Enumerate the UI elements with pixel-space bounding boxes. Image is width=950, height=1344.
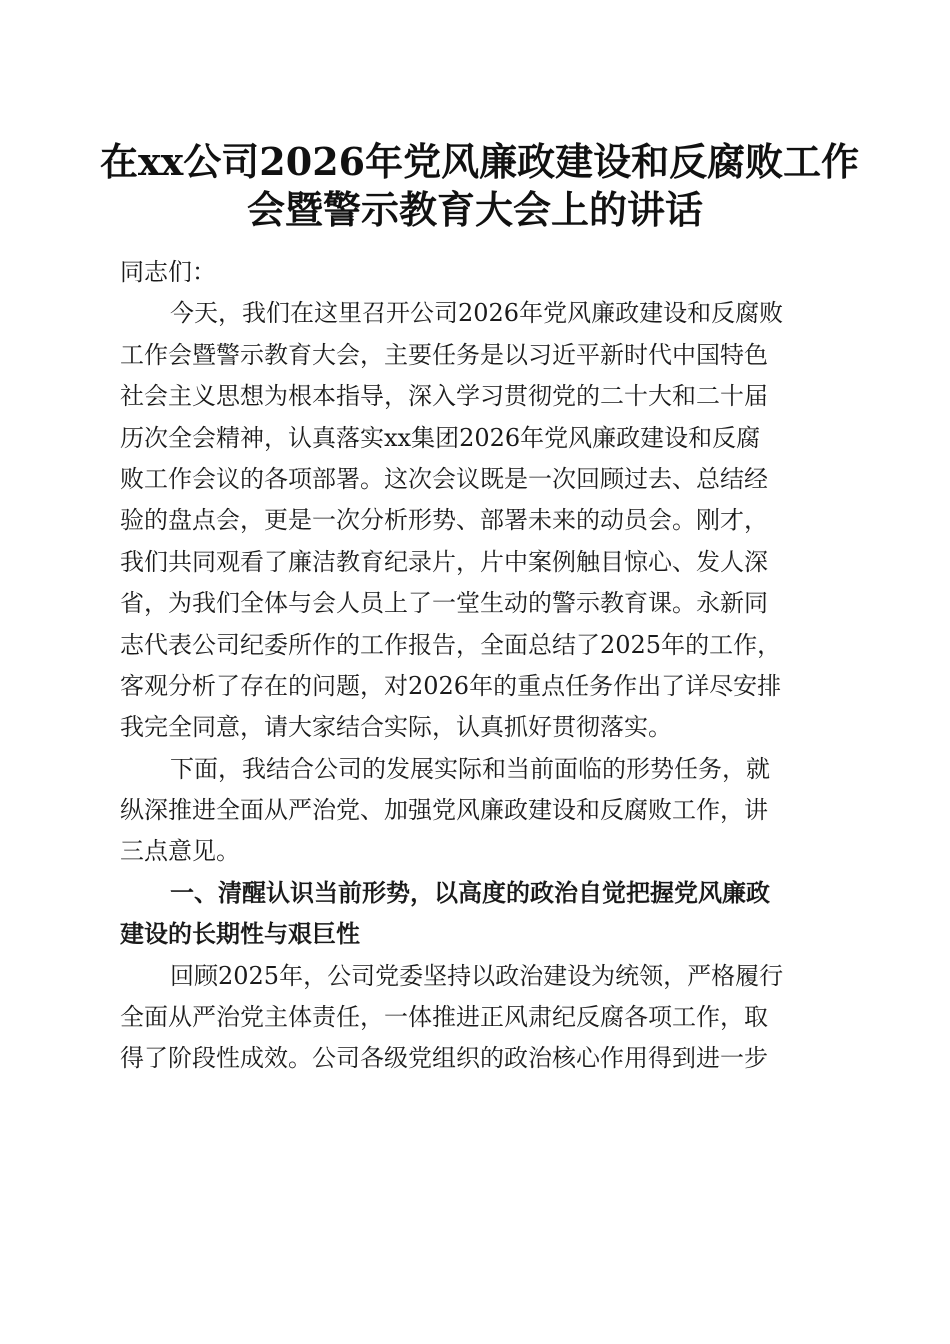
paragraph-line: 全面从严治党主体责任，一体推进正风肃纪反腐各项工作，取: [120, 1003, 768, 1032]
paragraph-line: 社会主义思想为根本指导，深入学习贯彻党的二十大和二十届: [120, 382, 768, 411]
paragraph-line: 三点意见。: [120, 837, 240, 866]
paragraph-line: 下面，我结合公司的发展实际和当前面临的形势任务，就: [170, 754, 770, 783]
paragraph-line: 省，为我们全体与会人员上了一堂生动的警示教育课。永新同: [120, 589, 768, 618]
section-heading-line: 一、清醒认识当前形势，以高度的政治自觉把握党风廉政: [170, 878, 770, 907]
paragraph-line: 志代表公司纪委所作的工作报告，全面总结了2025年的工作，: [120, 630, 782, 659]
paragraph-line: 历次全会精神，认真落实xx集团2026年党风廉政建设和反腐: [120, 423, 761, 452]
paragraph-review: [120, 956, 832, 1080]
paragraph-line: 今天，我们在这里召开公司2026年党风廉政建设和反腐败: [170, 299, 784, 328]
salutation: 同志们：: [120, 258, 216, 286]
title-line-2: 会暨警示教育大会上的讲话: [246, 187, 703, 232]
section-heading: [120, 873, 832, 956]
section-heading-line: 建设的长期性与艰巨性: [120, 920, 360, 949]
paragraph-line: 败工作会议的各项部署。这次会议既是一次回顾过去、总结经: [120, 464, 768, 493]
paragraph-line: 纵深推进全面从严治党、加强党风廉政建设和反腐败工作，讲: [120, 796, 768, 825]
paragraph-line: 回顾2025年，公司党委坚持以政治建设为统领，严格履行: [170, 961, 784, 990]
paragraph-line: 工作会暨警示教育大会，主要任务是以习近平新时代中国特色: [120, 340, 768, 369]
document-title: [100, 138, 860, 234]
title-line-1: 在xx公司2026年党风廉政建设和反腐败工作: [100, 139, 860, 184]
paragraph-line: 得了阶段性成效。公司各级党组织的政治核心作用得到进一步: [120, 1044, 768, 1073]
paragraph-line: 客观分析了存在的问题，对2026年的重点任务作出了详尽安排: [120, 671, 782, 700]
paragraph-opening: [120, 293, 832, 748]
document-body: [120, 252, 832, 1080]
paragraph-outline: [120, 749, 832, 873]
paragraph-line: 验的盘点会，更是一次分析形势、部署未来的动员会。刚才，: [120, 506, 768, 535]
paragraph-line: 我完全同意，请大家结合实际，认真抓好贯彻落实。: [120, 713, 672, 742]
paragraph-line: 我们共同观看了廉洁教育纪录片，片中案例触目惊心、发人深: [120, 547, 768, 576]
